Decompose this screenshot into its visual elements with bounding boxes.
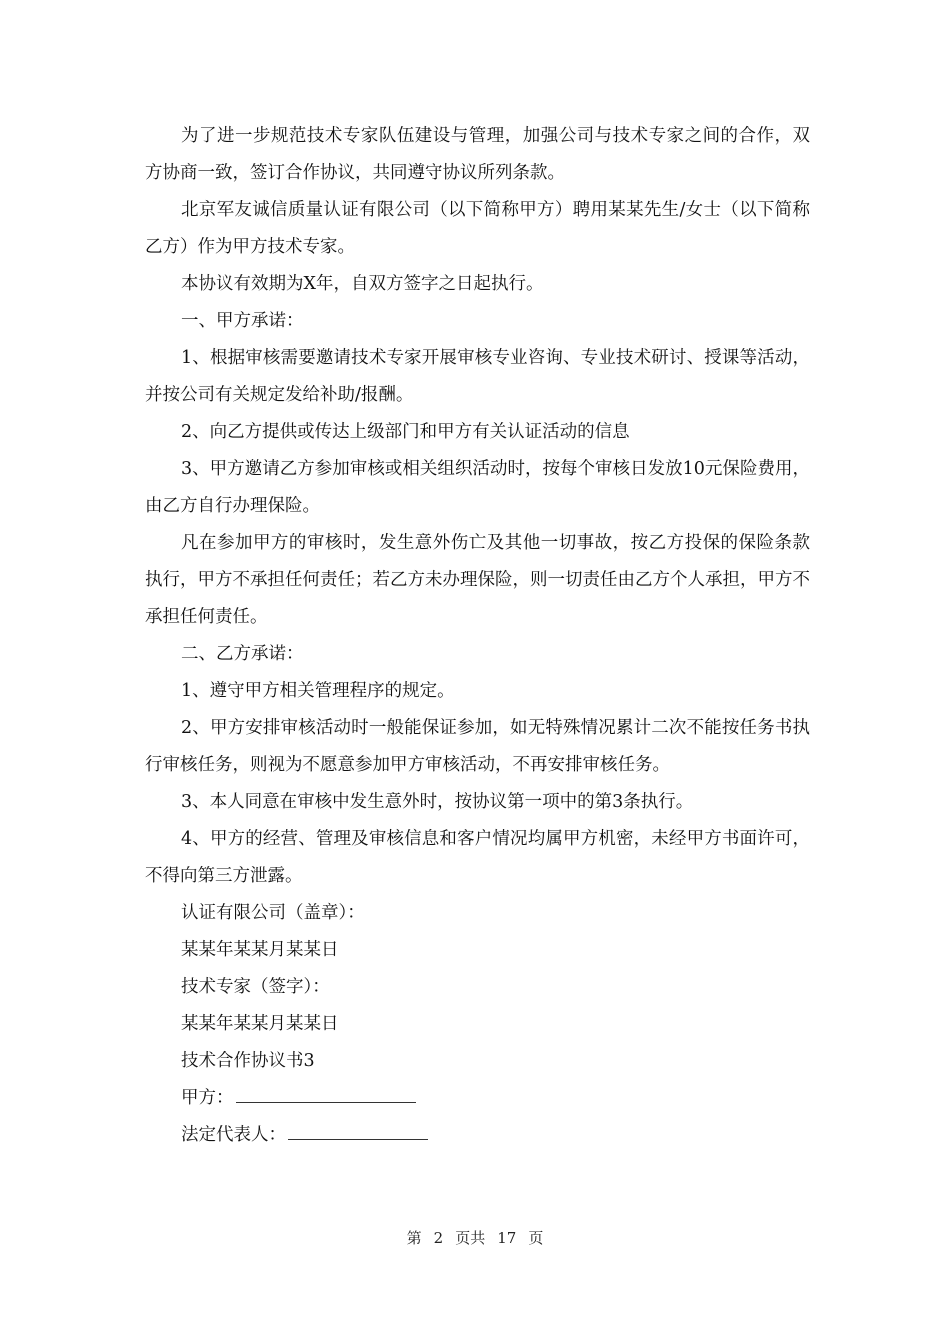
company-seal-label: 认证有限公司（盖章）： bbox=[181, 903, 365, 923]
legal-rep-label: 法定代表人： bbox=[181, 1125, 286, 1145]
party-b-clause-3: 3、本人同意在审核中发生意外时，按协议第一项中的第3条执行。 bbox=[181, 792, 694, 812]
document-body bbox=[145, 118, 810, 1154]
page-footer bbox=[0, 1227, 950, 1248]
liability-paragraph: 凡在参加甲方的审核时，发生意外伤亡及其他一切事故，按乙方投保的保险条款执行，甲方不承担任何责任；若乙方未办理保险，则一切责任由乙方个人承担，甲方不承担任何责任。 bbox=[145, 533, 810, 627]
signature-date-2: 某某年某某月某某日 bbox=[181, 1014, 339, 1034]
legal-rep-blank-line bbox=[288, 1120, 428, 1140]
next-agreement-title: 技术合作协议书3 bbox=[181, 1051, 315, 1071]
parties-paragraph: 北京军友诚信质量认证有限公司（以下简称甲方）聘用某某先生/女士（以下简称乙方）作为甲方技术专家。 bbox=[145, 200, 810, 257]
signature-date-1: 某某年某某月某某日 bbox=[181, 940, 339, 960]
total-pages-number: 17 bbox=[497, 1229, 517, 1247]
intro-paragraph: 为了进一步规范技术专家队伍建设与管理，加强公司与技术专家之间的合作，双方协商一致，签订合作协议，共同遵守协议所列条款。 bbox=[145, 126, 810, 183]
current-page-number: 2 bbox=[433, 1229, 444, 1247]
party-a-clause-2: 2、向乙方提供或传达上级部门和甲方有关认证活动的信息 bbox=[181, 422, 630, 442]
section-heading-party-b: 二、乙方承诺： bbox=[181, 644, 304, 664]
legal-rep-field-row bbox=[145, 1117, 810, 1154]
footer-suffix: 页 bbox=[528, 1229, 544, 1247]
party-a-clause-1: 1、根据审核需要邀请技术专家开展审核专业咨询、专业技术研讨、授课等活动，并按公司有关规定发给补助/报酬。 bbox=[145, 348, 810, 405]
footer-prefix: 第 bbox=[406, 1229, 422, 1247]
party-b-clause-1: 1、遵守甲方相关管理程序的规定。 bbox=[181, 681, 455, 701]
party-a-field-row bbox=[145, 1080, 810, 1117]
party-b-clause-4: 4、甲方的经营、管理及审核信息和客户情况均属甲方机密，未经甲方书面许可，不得向第三方泄露。 bbox=[145, 829, 810, 886]
party-a-clause-3: 3、甲方邀请乙方参加审核或相关组织活动时，按每个审核日发放10元保险费用，由乙方自行办理保险。 bbox=[145, 459, 810, 516]
party-a-blank-line bbox=[236, 1083, 416, 1103]
party-a-label: 甲方： bbox=[181, 1088, 234, 1108]
party-b-clause-2: 2、甲方安排审核活动时一般能保证参加，如无特殊情况累计二次不能按任务书执行审核任务，则视为不愿意参加甲方审核活动，不再安排审核任务。 bbox=[145, 718, 810, 775]
expert-sign-label: 技术专家（签字）： bbox=[181, 977, 330, 997]
validity-paragraph: 本协议有效期为X年，自双方签字之日起执行。 bbox=[181, 274, 544, 294]
section-heading-party-a: 一、甲方承诺： bbox=[181, 311, 304, 331]
footer-middle: 页共 bbox=[455, 1229, 486, 1247]
